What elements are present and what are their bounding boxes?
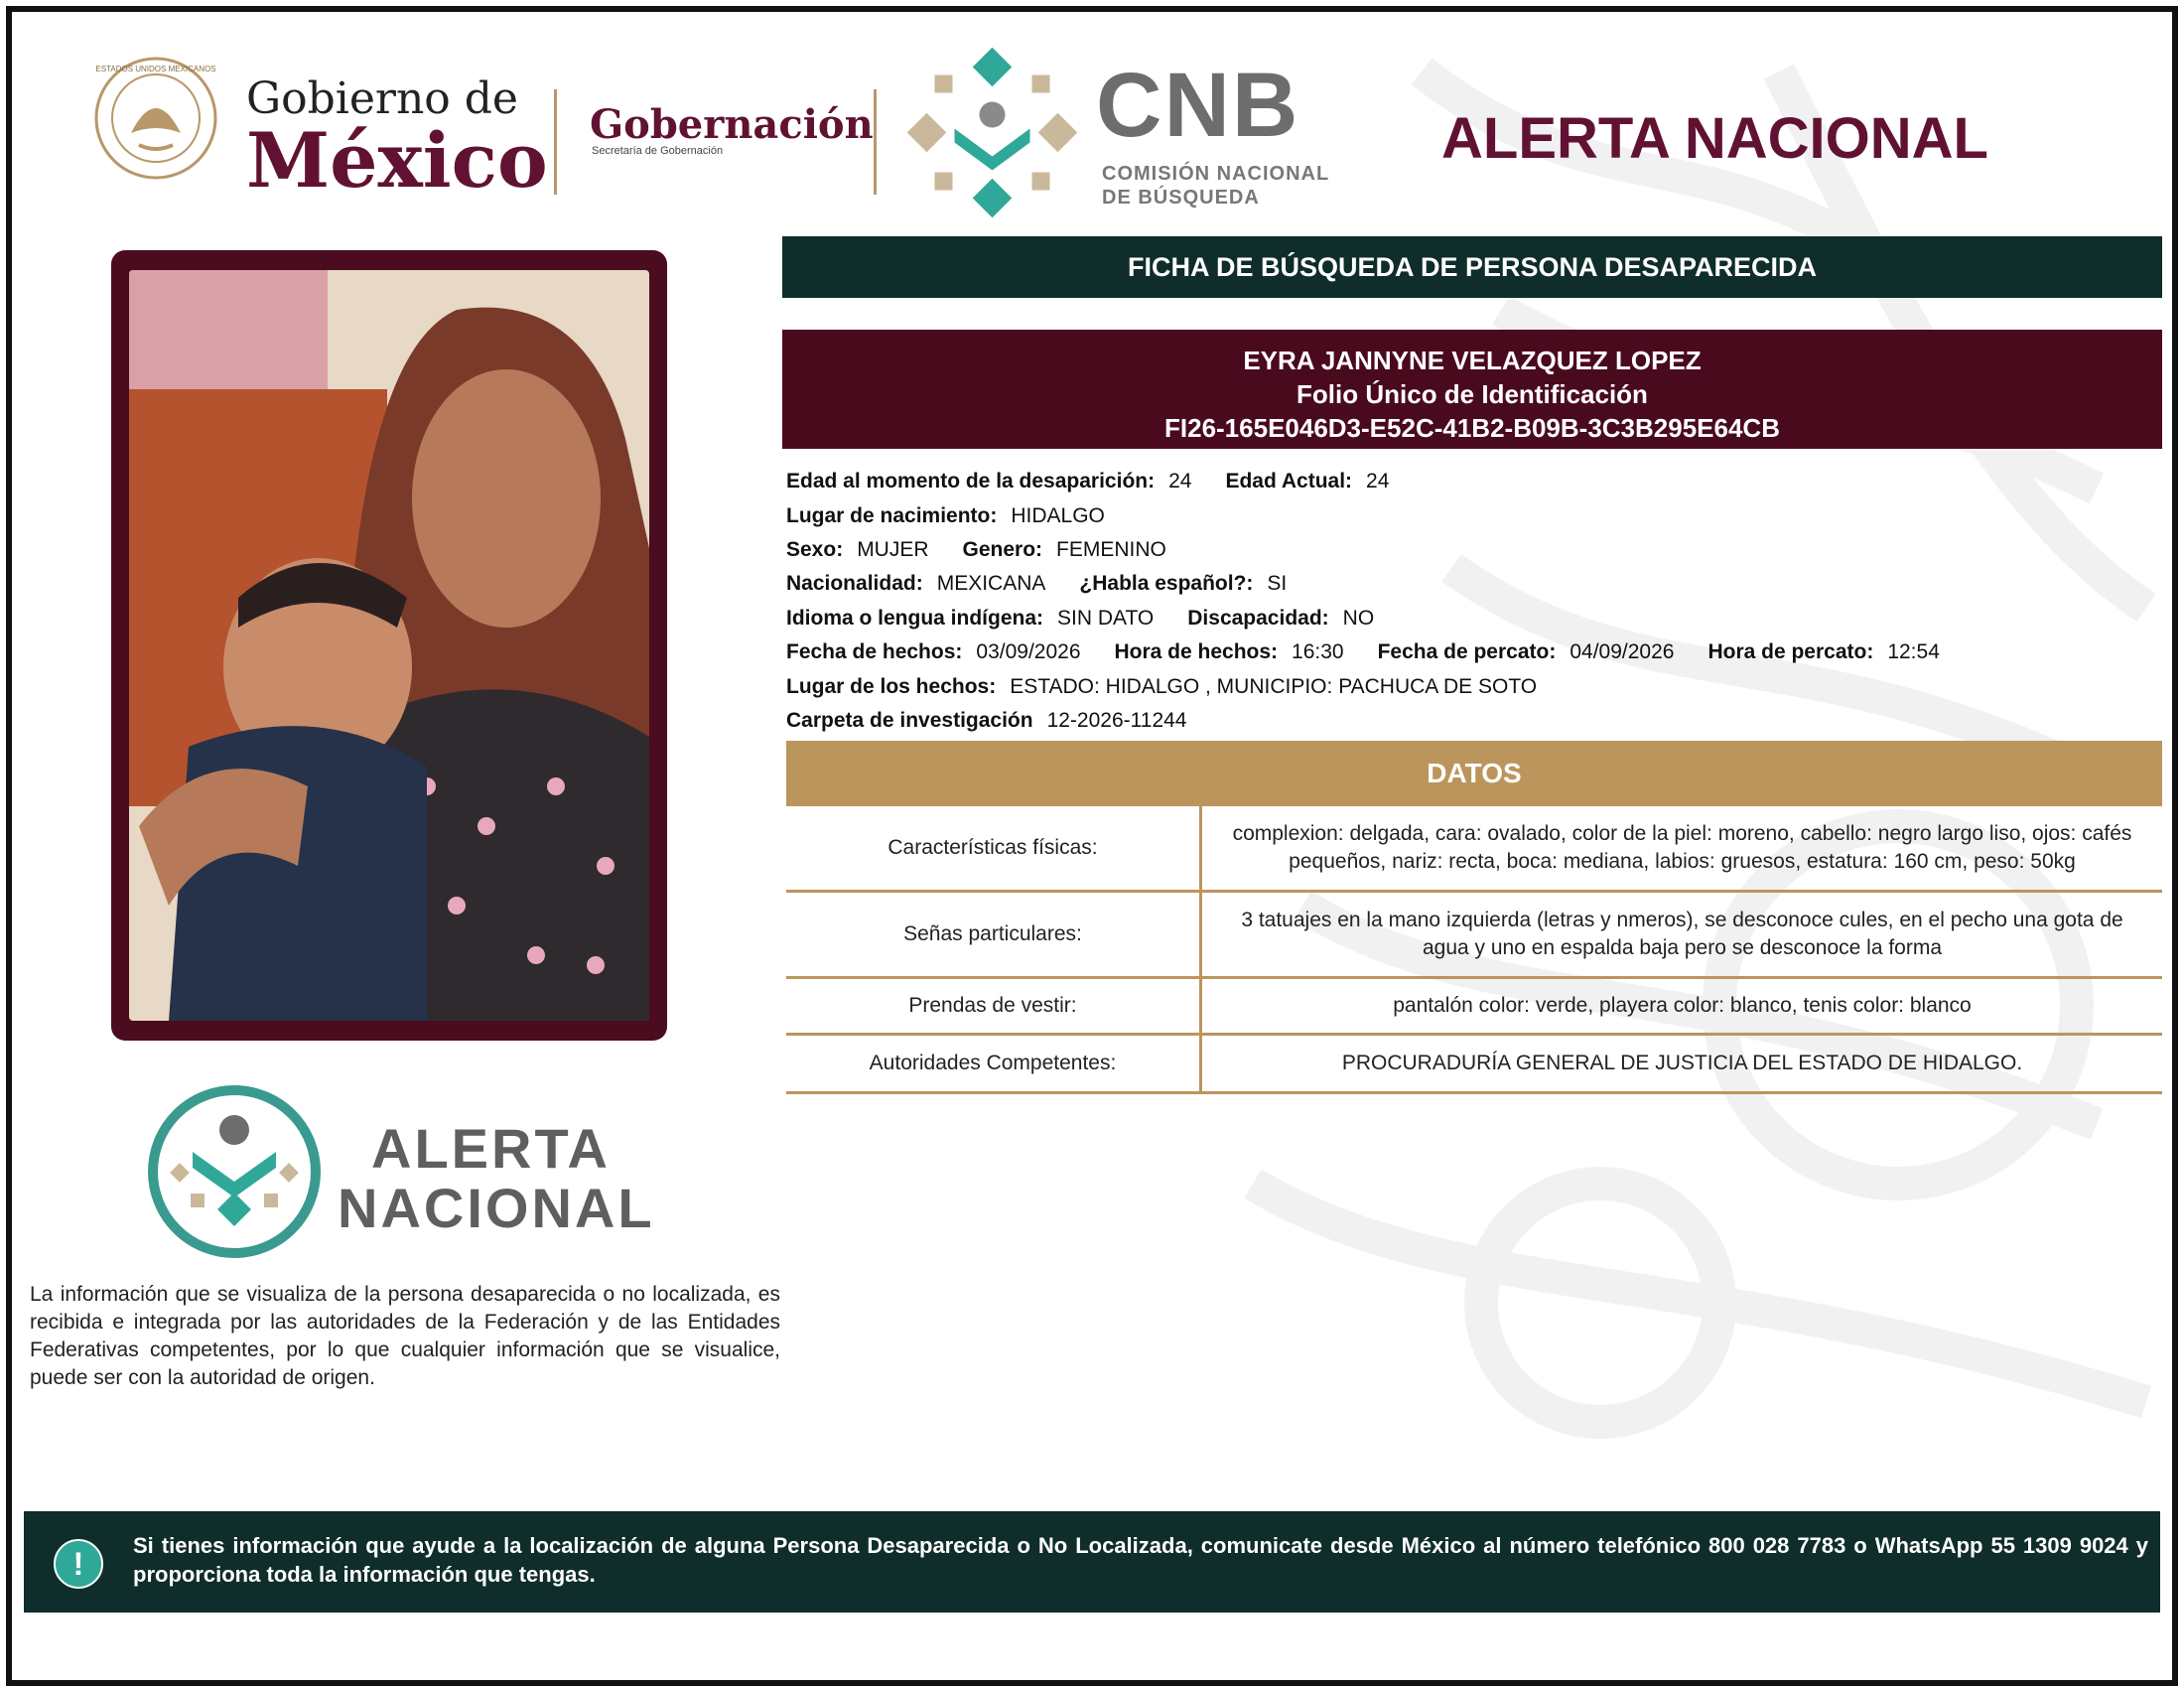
info-label: Fecha de percato: <box>1377 640 1557 664</box>
contact-footer <box>24 1511 2160 1613</box>
info-value: 12-2026-11244 <box>1046 708 1187 732</box>
info-value: 16:30 <box>1292 640 1344 664</box>
info-value: ESTADO: HIDALGO , MUNICIPIO: PACHUCA DE SOTO <box>1010 674 1538 698</box>
gob-line1: Gobierno de <box>246 73 518 124</box>
info-label: Fecha de hechos: <box>786 640 963 664</box>
info-value: NO <box>1342 606 1375 630</box>
info-value: 24 <box>1168 470 1192 493</box>
datos-label: Autoridades Competentes: <box>786 1036 1202 1091</box>
person-info-list <box>786 465 1974 738</box>
gob-line2: México <box>246 116 548 205</box>
datos-table <box>786 806 2162 1094</box>
info-label: Discapacidad: <box>1187 606 1329 630</box>
info-row <box>786 602 1974 635</box>
datos-row <box>786 806 2162 893</box>
datos-value: PROCURADURÍA GENERAL DE JUSTICIA DEL ESTADO DE HIDALGO. <box>1341 1052 2023 1074</box>
info-label: Lugar de los hechos: <box>786 674 997 698</box>
info-row <box>786 567 1974 601</box>
alerta-nacional-title: ALERTA NACIONAL <box>1441 106 1988 171</box>
info-label: Carpeta de investigación <box>786 708 1033 732</box>
info-value: 03/09/2026 <box>976 640 1081 664</box>
folio-label: Folio Único de Identificación <box>1297 379 1648 409</box>
photo-frame <box>111 250 667 1041</box>
datos-value: pantalón color: verde, playera color: blanco, tenis color: blanco <box>1393 994 1972 1017</box>
info-label: Nacionalidad: <box>786 572 923 596</box>
info-row <box>786 465 1974 498</box>
gobernacion-subtitle: Secretaría de Gobernación <box>592 145 724 157</box>
alerta-logo-line1: ALERTA <box>371 1117 611 1180</box>
info-value: MUJER <box>857 537 929 561</box>
national-seal-icon <box>91 54 220 183</box>
gobierno-de-mexico-logo <box>246 73 548 205</box>
info-row <box>786 669 1974 703</box>
info-label: ¿Habla español?: <box>1079 572 1254 596</box>
datos-label: Características físicas: <box>786 806 1202 890</box>
info-label: Genero: <box>962 537 1043 561</box>
datos-label: Prendas de vestir: <box>786 979 1202 1033</box>
alerta-logo-line2: NACIONAL <box>338 1177 655 1239</box>
info-value: SI <box>1267 572 1288 596</box>
info-value: FEMENINO <box>1056 537 1166 561</box>
info-value: HIDALGO <box>1011 503 1105 527</box>
datos-value: complexion: delgada, cara: ovalado, color de la piel: moreno, cabello: negro largo liso, ojos: cafés pequeños, nariz: recta, boca: mediana, labios: gruesos, estatura: 160 cm, peso: 50kg <box>1232 822 2132 873</box>
exclamation-icon: ! <box>54 1539 103 1589</box>
info-value: SIN DATO <box>1057 606 1155 630</box>
info-value: MEXICANA <box>936 572 1046 596</box>
datos-row <box>786 979 2162 1036</box>
datos-label: Señas particulares: <box>786 893 1202 976</box>
info-value: 12:54 <box>1887 640 1940 664</box>
info-label: Edad al momento de la desaparición: <box>786 470 1156 493</box>
disclaimer-text: La información que se visualiza de la persona desaparecida o no localizada, es recibida e integrada por las autoridades de la Federación y de las Entidades Federativas competentes, por lo que cualquier información que se visualice, puede ser con la autoridad de origen. <box>30 1283 780 1389</box>
cnb-subtitle-1: COMISIÓN NACIONAL <box>1102 163 1330 185</box>
search-poster <box>6 6 2178 1686</box>
header-divider <box>874 89 877 195</box>
datos-row <box>786 893 2162 979</box>
cnb-emblem-icon <box>905 46 1079 219</box>
info-label: Idioma o lengua indígena: <box>786 606 1044 630</box>
seal-text: ESTADOS UNIDOS MEXICANOS <box>95 65 216 73</box>
folio-value: FI26-165E046D3-E52C-41B2-B09B-3C3B295E64CB <box>1164 413 1780 443</box>
cnb-subtitle-2: DE BÚSQUEDA <box>1102 187 1260 209</box>
info-label: Hora de percato: <box>1707 640 1874 664</box>
person-name: EYRA JANNYNE VELAZQUEZ LOPEZ <box>1243 346 1702 375</box>
info-label: Lugar de nacimiento: <box>786 503 998 527</box>
info-label: Edad Actual: <box>1225 470 1353 493</box>
info-value: 24 <box>1366 470 1390 493</box>
info-row <box>786 533 1974 567</box>
person-photo <box>129 270 649 1021</box>
datos-value: 3 tatuajes en la mano izquierda (letras y nmeros), se desconoce cules, en el pecho una gota de agua y uno en espalda baja pero se desconoce la forma <box>1241 909 2123 959</box>
info-row <box>786 635 1974 669</box>
info-row <box>786 498 1974 532</box>
info-label: Hora de hechos: <box>1114 640 1279 664</box>
info-label: Sexo: <box>786 537 844 561</box>
person-name-box <box>782 330 2162 449</box>
ficha-title-bar: FICHA DE BÚSQUEDA DE PERSONA DESAPARECIDA <box>782 236 2162 298</box>
info-value: 04/09/2026 <box>1570 640 1675 664</box>
info-row <box>786 704 1974 738</box>
footer-text: Si tienes información que ayude a la localización de alguna Persona Desaparecida o No Localizada, comunicate desde México al número telefónico 800 028 7783 o WhatsApp 55 1309 9024 y proporciona toda la información que tengas. <box>133 1533 2148 1587</box>
gobernacion-logo: Gobernación <box>590 101 874 148</box>
header-divider <box>554 89 557 195</box>
datos-title-bar: DATOS <box>786 741 2162 806</box>
alerta-nacional-emblem-icon <box>145 1082 324 1261</box>
cnb-logo-text: CNB <box>1096 55 1300 156</box>
datos-row <box>786 1036 2162 1094</box>
